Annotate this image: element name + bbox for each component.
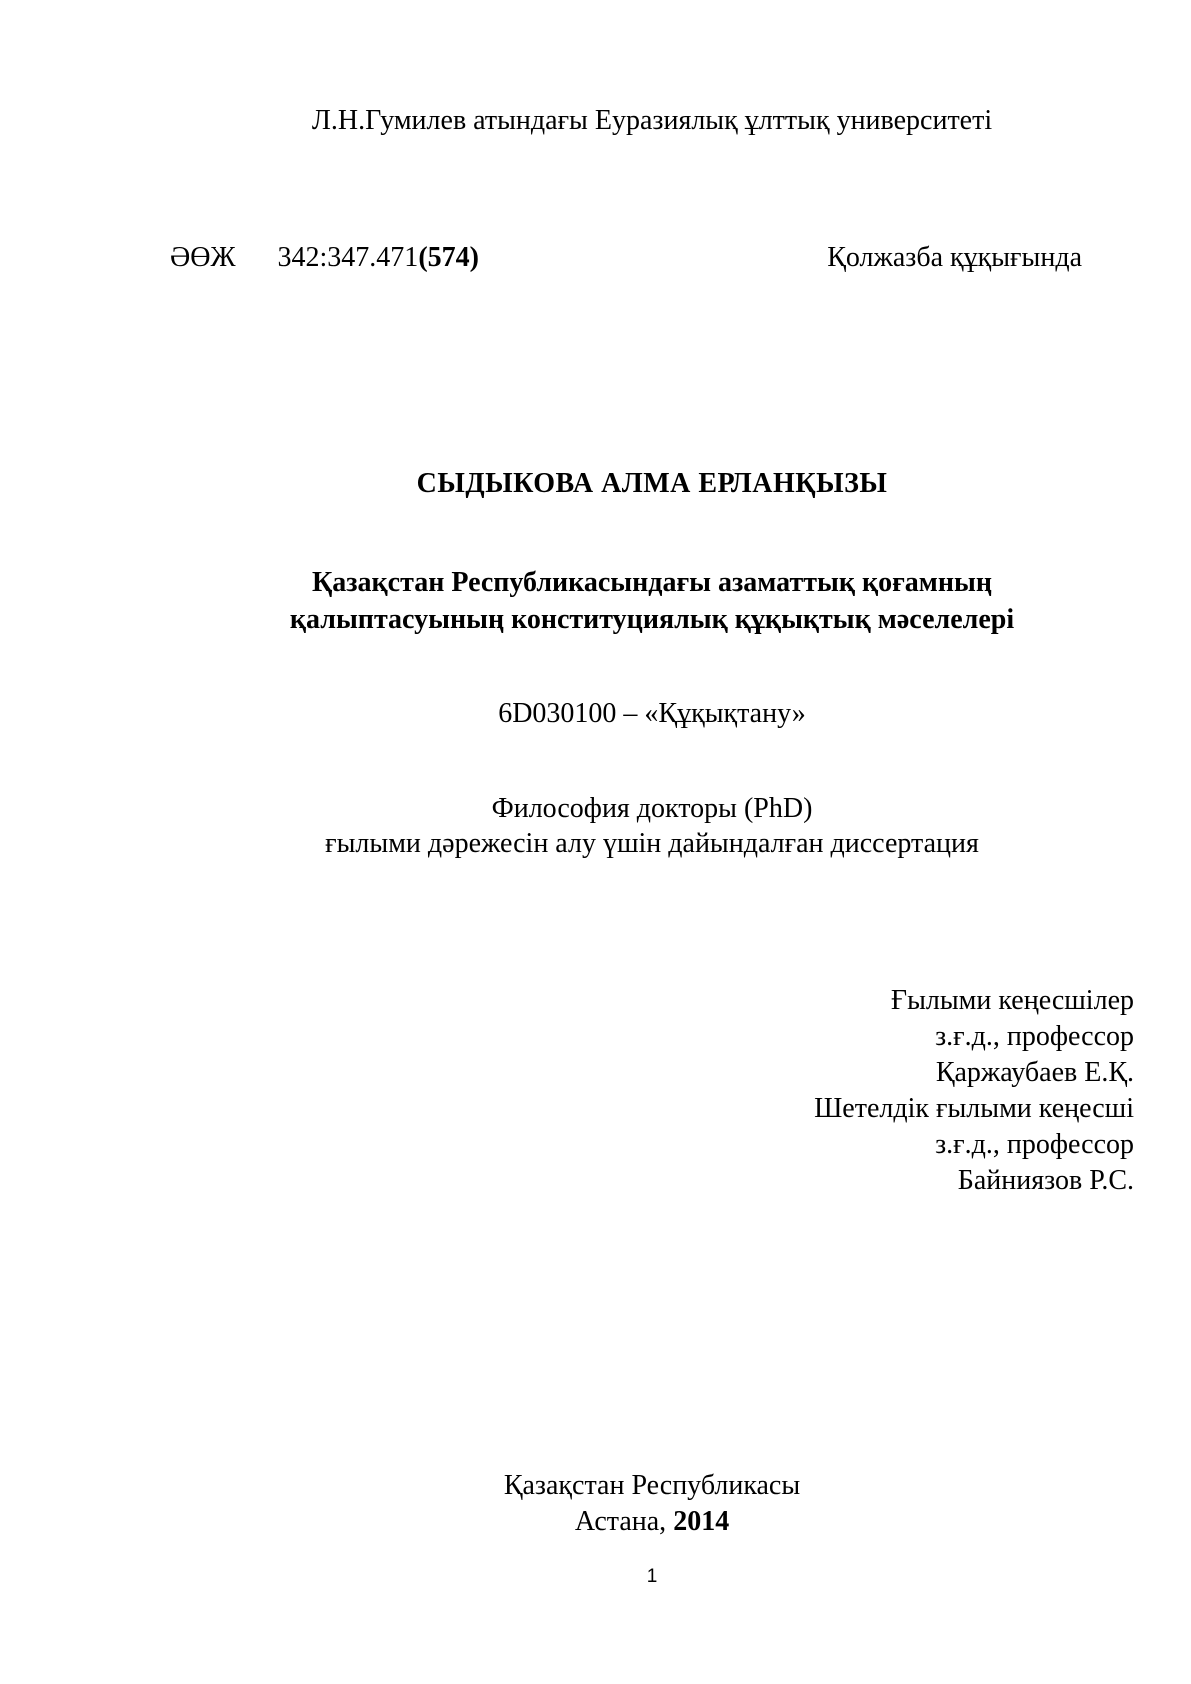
dissertation-title-line-1: Қазақстан Республикасындағы азаматтық қоғамның <box>311 567 992 598</box>
dissertation-title-line-2: қалыптасуының конституциялық құқықтық мәселелері <box>289 604 1015 635</box>
udc-number: 342:347.471 <box>277 242 419 273</box>
imprint-city-year <box>170 1504 1134 1540</box>
imprint-city: Астана, <box>574 1506 667 1537</box>
advisors-heading: Ғылыми кеңесшілер <box>890 985 1134 1016</box>
advisors-block <box>170 983 1134 1199</box>
dissertation-title <box>170 564 1134 638</box>
udc-code <box>170 240 479 275</box>
udc-region-code: (574) <box>418 242 479 273</box>
manuscript-rights-note: Қолжазба құқығында <box>827 242 1082 273</box>
advisor-2-rank: з.ғ.д., профессор <box>935 1129 1134 1160</box>
specialty-code: 6D030100 – «Құқықтану» <box>498 698 806 729</box>
imprint-year: 2014 <box>673 1506 730 1537</box>
advisor-2-name: Байниязов Р.С. <box>957 1165 1134 1196</box>
foreign-advisor-heading: Шетелдік ғылыми кеңесші <box>814 1093 1134 1124</box>
advisor-1-name: Қаржаубаев Е.Қ. <box>935 1057 1134 1088</box>
imprint-country: Қазақстан Республикасы <box>503 1470 801 1501</box>
imprint <box>170 1468 1134 1540</box>
advisor-1-rank: з.ғ.д., профессор <box>935 1021 1134 1052</box>
udc-manuscript-row <box>170 240 1134 275</box>
degree-statement <box>170 791 1134 861</box>
degree-statement-line-2: ғылыми дәрежесін алу үшін дайындалған диссертация <box>325 828 979 859</box>
university-name: Л.Н.Гумилев атындағы Еуразиялық ұлттық университеті <box>311 105 993 136</box>
degree-statement-line-1: Философия докторы (PhD) <box>491 793 813 824</box>
author-name: СЫДЫКОВА АЛМА ЕРЛАНҚЫЗЫ <box>416 468 888 499</box>
udc-label: ӘӨЖ <box>170 242 236 273</box>
page-number: 1 <box>646 1566 658 1587</box>
